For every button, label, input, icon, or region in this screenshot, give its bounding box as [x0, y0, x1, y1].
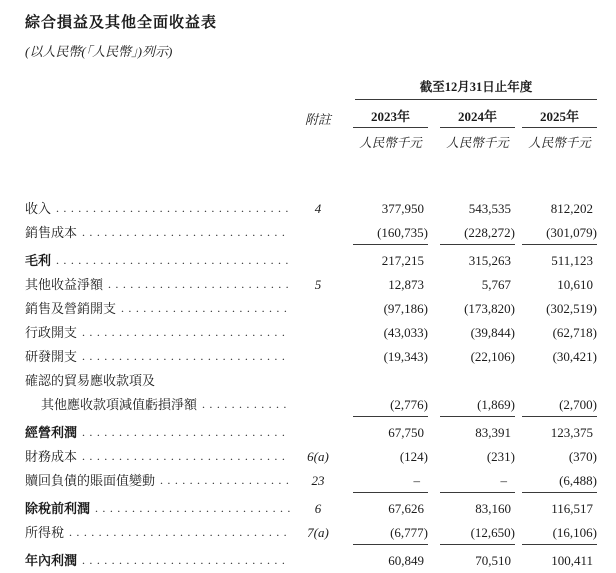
row-value: (370): [568, 449, 597, 464]
row-label: 研發開支: [25, 349, 78, 364]
period-header: 截至12月31日止年度: [355, 79, 597, 100]
leader-dots: [82, 421, 290, 445]
period-header-row: [25, 79, 597, 100]
row-value: 116,517: [551, 501, 593, 516]
document-subtitle: (以人民幣(「人民幣」)列示): [25, 44, 173, 59]
leader-dots: [56, 197, 290, 221]
row-note: 4: [314, 201, 322, 216]
row-note: [298, 393, 338, 417]
unit-label: 人民幣千元: [528, 136, 591, 150]
row-label: 行政開支: [25, 325, 78, 340]
row-label: 經營利潤: [25, 425, 78, 440]
row-note: [298, 421, 338, 445]
row-value: (124): [399, 449, 428, 464]
table-row: [25, 521, 597, 545]
row-note: [298, 249, 338, 273]
row-value: (228,272): [440, 221, 515, 245]
leader-dots: [160, 469, 290, 493]
table-row: [25, 345, 597, 369]
row-value: 377,950: [381, 201, 424, 216]
row-note: [298, 549, 338, 573]
row-value: (160,735): [353, 221, 428, 245]
row-note: [298, 221, 338, 245]
row-note: [298, 369, 338, 393]
row-value: (22,106): [470, 349, 515, 364]
row-value: (1,869): [440, 393, 515, 417]
row-value: 67,750: [388, 425, 424, 440]
leader-dots: [82, 549, 290, 573]
row-value: 100,411: [551, 553, 593, 568]
leader-dots: [95, 497, 290, 521]
row-value: 511,123: [551, 253, 593, 268]
leader-dots: [82, 221, 290, 245]
statement-table-body: [25, 197, 597, 573]
row-label: 年內利潤: [25, 553, 78, 568]
spacer: [155, 369, 298, 393]
row-value: –: [353, 469, 428, 493]
table-row: [25, 221, 597, 245]
row-note: 23: [311, 473, 325, 488]
row-value: (16,106): [522, 521, 597, 545]
row-value: [353, 369, 428, 393]
leader-dots: [82, 345, 290, 369]
unit-label: 人民幣千元: [446, 136, 509, 150]
row-value: (30,421): [552, 349, 597, 364]
year-column-header: 2023年: [353, 109, 428, 128]
row-label: 所得稅: [25, 525, 65, 540]
unit-row: [25, 136, 597, 151]
row-value: (12,650): [440, 521, 515, 545]
row-value: [522, 369, 597, 393]
table-row: [25, 321, 597, 345]
row-value: 60,849: [388, 553, 424, 568]
row-value: (2,700): [522, 393, 597, 417]
row-note: [298, 321, 338, 345]
spacer: [25, 79, 300, 100]
row-value: (6,777): [353, 521, 428, 545]
row-value: (62,718): [552, 325, 597, 340]
row-value: 123,375: [550, 425, 593, 440]
spacer: [298, 136, 338, 151]
row-label: 財務成本: [25, 449, 78, 464]
spacer: [25, 136, 298, 151]
row-value: (2,776): [353, 393, 428, 417]
row-note: 5: [314, 277, 322, 292]
row-label: 贖回負債的賬面值變動: [25, 473, 156, 488]
row-value: 5,767: [481, 277, 511, 292]
table-row: [25, 297, 597, 321]
row-value: (302,519): [546, 301, 597, 316]
row-label: 除稅前利潤: [25, 501, 91, 516]
row-value: (301,079): [522, 221, 597, 245]
document-title: 綜合損益及其他全面收益表: [25, 15, 218, 31]
row-value: (39,844): [470, 325, 515, 340]
row-value: (43,033): [383, 325, 428, 340]
leader-dots: [56, 249, 290, 273]
row-label: 收入: [25, 201, 52, 216]
year-header-row: [25, 109, 597, 128]
leader-dots: [121, 297, 290, 321]
row-value: 812,202: [550, 201, 593, 216]
leader-dots: [202, 393, 290, 417]
row-note: 6(a): [307, 449, 329, 464]
table-row: [25, 249, 597, 273]
spacer: [300, 79, 340, 100]
table-row: [25, 421, 597, 445]
row-label: 毛利: [25, 253, 52, 268]
row-value: 67,626: [388, 501, 424, 516]
row-value: (173,820): [464, 301, 515, 316]
row-note: 7(a): [307, 525, 329, 540]
year-column-header: 2025年: [522, 109, 597, 128]
unit-label: 人民幣千元: [359, 136, 422, 150]
table-row: [25, 273, 597, 297]
leader-dots: [69, 521, 290, 545]
row-value: 70,510: [475, 553, 511, 568]
row-value: 83,160: [475, 501, 511, 516]
table-row: [25, 197, 597, 221]
row-label: 銷售成本: [25, 225, 78, 240]
table-row: [25, 549, 597, 573]
leader-dots: [82, 321, 290, 345]
year-column-header: 2024年: [440, 109, 515, 128]
row-value: (97,186): [383, 301, 428, 316]
row-value: 315,263: [468, 253, 511, 268]
row-value: (231): [486, 449, 515, 464]
row-note: [298, 297, 338, 321]
row-value: 83,391: [475, 425, 511, 440]
leader-dots: [108, 273, 290, 297]
row-value: 12,873: [388, 277, 424, 292]
note-column-header: 附註: [304, 112, 331, 127]
table-row: [25, 469, 597, 493]
row-value: (19,343): [383, 349, 428, 364]
row-value: 217,215: [381, 253, 424, 268]
table-header: [25, 79, 597, 151]
row-label: 其他收益淨額: [25, 277, 104, 292]
row-note: [298, 345, 338, 369]
row-value: 543,535: [468, 201, 511, 216]
row-value: –: [440, 469, 515, 493]
row-value: 10,610: [557, 277, 593, 292]
table-row: [25, 369, 597, 393]
row-label: 確認的貿易應收款項及: [25, 373, 156, 388]
table-row: [25, 445, 597, 469]
row-note: 6: [314, 501, 322, 516]
row-value: (6,488): [522, 469, 597, 493]
row-value: [440, 369, 515, 393]
table-row: [25, 393, 597, 417]
table-row: [25, 497, 597, 521]
leader-dots: [82, 445, 290, 469]
row-label: 銷售及營銷開支: [25, 301, 117, 316]
row-label: 其他應收款項減值虧損淨額: [41, 397, 198, 412]
